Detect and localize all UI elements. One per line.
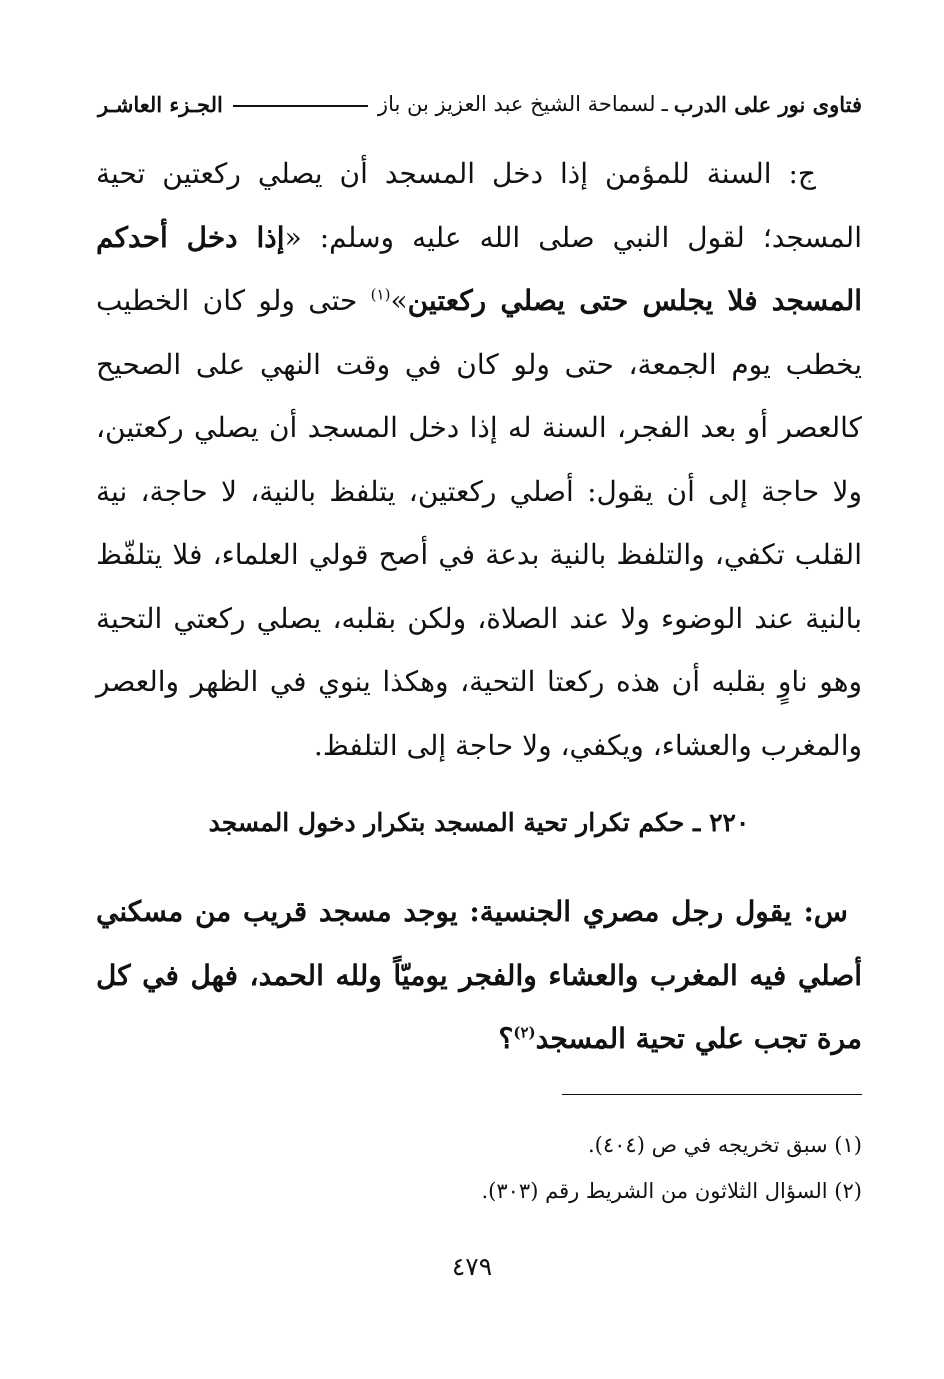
page-number: ٤٧٩ — [451, 1252, 493, 1281]
answer-paragraph — [96, 142, 862, 777]
footnote-item: (٢) السؤال الثلاثون من الشريط رقم (٣٠٣). — [481, 1179, 862, 1203]
question-text: س: يقول رجل مصري الجنسية: يوجد مسجد قريب من مسكني أصلي فيه المغرب والعشاء والفجر يوميّاً ولله الحمد، فهل في كل مرة تجب علي تحية المسجد — [96, 895, 862, 1055]
footnote-divider — [562, 1094, 862, 1095]
footnote-item: (١) سبق تخريجه في ص (٤٠٤). — [588, 1133, 862, 1157]
header-book-title: فتاوى نور على الدرب — [673, 91, 862, 117]
answer-hadith: إذا دخل أحدكم المسجد فلا يجلس حتى يصلي ركعتين — [96, 220, 863, 317]
footnote-ref-2: (٢) — [513, 1023, 536, 1042]
header-part: الجـزء العاشـر — [98, 91, 223, 117]
header-rule — [233, 105, 368, 107]
running-header — [98, 84, 862, 124]
header-author: لسماحة الشيخ عبد العزيز بن باز — [377, 92, 656, 116]
answer-rest: حتى ولو كان الخطيب يخطب يوم الجمعة، حتى ولو كان في وقت النهي على الصحيح كالعصر أو بعد الفجر، السنة له إذا دخل المسجد أن يصلي ركعتين، ولا حاجة إلى أن يقول: أصلي ركعتين، يتلفظ بالنية، لا حاجة، نية القلب تكفي، والتلفظ بالنية بدعة في أصح قولي العلماء، فلا يتلفّظ بالنية عند الوضوء ولا عند الصلاة، ولكن بقلبه، يصلي ركعتي التحية وهو ناوٍ بقلبه أن هذه ركعتا التحية، وهكذا ينوي في الظهر والعصر والمغرب والعشاء، ويكفي، ولا حاجة إلى التلفظ. — [96, 284, 862, 762]
header-separator: ـ — [661, 92, 668, 116]
footnotes-list — [96, 1122, 862, 1214]
footnote-ref-1: (١) — [370, 285, 391, 304]
answer-intro: ج: السنة للمؤمن إذا دخل المسجد أن يصلي ركعتين تحية المسجد؛ لقول النبي صلى الله عليه وسلم: « — [96, 157, 862, 254]
question-paragraph — [96, 880, 862, 1071]
question-end: ؟ — [498, 1022, 514, 1055]
answer-hadith-close: » — [390, 284, 408, 317]
section-heading: ٢٢٠ ـ حكم تكرار تحية المسجد بتكرار دخول المسجد — [208, 808, 750, 837]
